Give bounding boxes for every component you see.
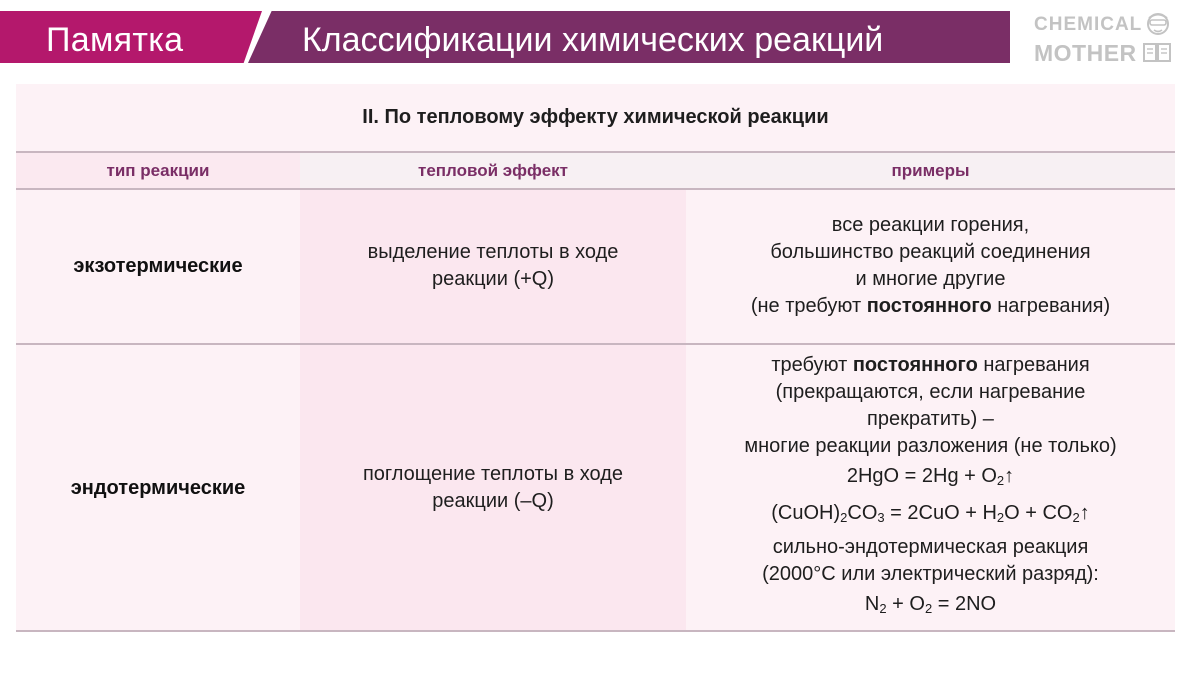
example-text-line (771, 352, 1089, 379)
example-text-line: большинство реакций соединения (770, 241, 1091, 263)
eq-subscript: 2 (996, 509, 1005, 525)
eq-subscript: 2 (840, 509, 848, 525)
table-row-endo-type (16, 345, 300, 631)
reaction-type-label: эндотермические (70, 476, 246, 499)
page-title: Классификации химических реакций (302, 21, 884, 59)
eq-part: = 2CuO + H (884, 501, 997, 524)
example-text-line: (2000°C или электрический разряд): (762, 562, 1099, 585)
example-text-line: прекратить) – (867, 407, 994, 430)
example-text-part: (не требуют (750, 295, 867, 317)
effect-text-line: реакции (–Q) (432, 490, 554, 512)
equation-nitrogen-oxide (865, 588, 996, 625)
example-text-part: нагревания) (991, 295, 1111, 317)
eq-part: 2HgO = 2Hg + O (846, 464, 997, 487)
eq-part: N (864, 592, 880, 615)
eq-subscript: 2 (924, 600, 933, 616)
example-text-line: все реакции горения, (831, 214, 1030, 236)
reaction-type-label: экзотермические (73, 254, 243, 277)
example-text-line: сильно-эндотермическая реакция (772, 535, 1089, 558)
table-row-exo-effect (300, 190, 686, 342)
eq-subscript: 2 (879, 600, 887, 616)
eq-part: O + CO (1004, 501, 1073, 524)
table-rule-bottom (16, 630, 1175, 632)
example-bold-word: постоянного (852, 353, 978, 376)
example-text-line (751, 293, 1110, 320)
eq-part: ↑ (1004, 464, 1015, 487)
eq-part: CO (847, 501, 878, 524)
table-row-exo-type (16, 190, 300, 342)
example-text-part: требуют (771, 353, 853, 376)
logo-line2: MOTHER (1034, 40, 1137, 66)
eq-subscript: 2 (1072, 509, 1080, 525)
column-header-examples: примеры (891, 161, 970, 180)
example-bold-word: постоянного (866, 295, 992, 317)
column-header-effect: тепловой эффект (418, 161, 568, 180)
eq-part: + O (886, 592, 925, 615)
effect-text-line: реакции (+Q) (431, 268, 555, 290)
chemist-face-icon (1146, 12, 1170, 38)
eq-part: (CuOH) (771, 501, 841, 524)
example-text-line: и многие другие (855, 268, 1006, 290)
table-row-endo-examples (686, 348, 1175, 628)
reaction-table (16, 84, 1175, 632)
effect-text-line: поглощение теплоты в ходе (362, 463, 624, 485)
logo (1034, 12, 1194, 68)
header-left-title: Памятка (46, 21, 184, 59)
logo-line1: CHEMICAL (1034, 14, 1143, 35)
example-text-part: нагревания (977, 353, 1090, 376)
equation-malachite (771, 497, 1089, 534)
eq-part: ↑ (1079, 501, 1090, 524)
example-text-line: многие реакции разложения (не только) (744, 434, 1117, 457)
equation-mercury-oxide (847, 460, 1014, 497)
table-title: II. По тепловому эффекту химической реакции (362, 106, 829, 128)
table-row-exo-examples (686, 190, 1175, 342)
eq-subscript: 2 (996, 472, 1005, 488)
table-row-endo-effect (300, 345, 686, 631)
eq-subscript: 3 (877, 509, 885, 525)
eq-part: = 2NO (932, 592, 997, 615)
example-text-line: (прекращаются, если нагревание (775, 380, 1086, 403)
effect-text-line: выделение теплоты в ходе (367, 241, 619, 263)
book-icon (1142, 42, 1172, 64)
column-header-type: тип реакции (106, 161, 210, 180)
